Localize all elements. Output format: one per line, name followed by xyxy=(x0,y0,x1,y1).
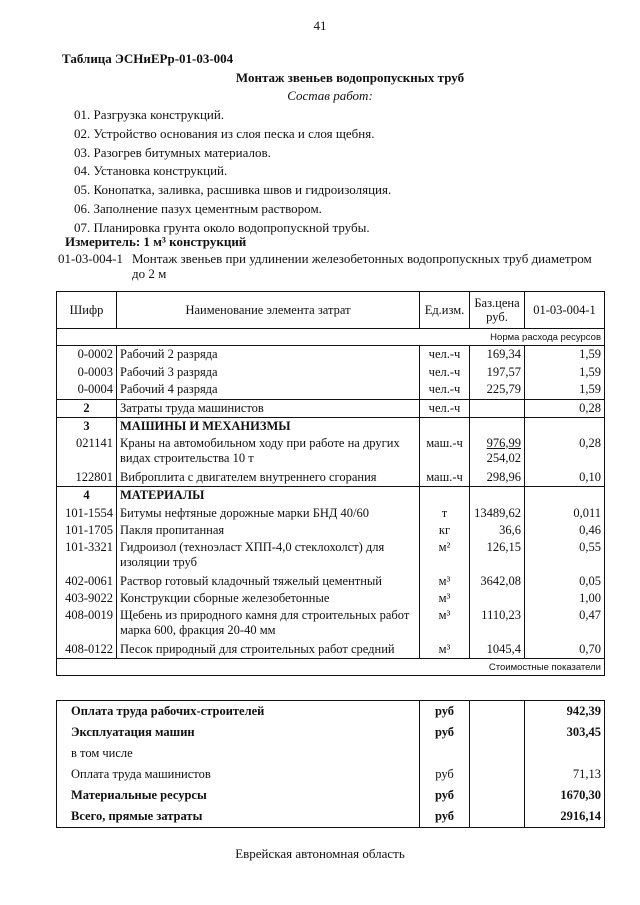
cell-price: 1110,23 xyxy=(470,608,525,641)
cell-price: 36,6 xyxy=(470,522,525,540)
cell-value: 0,28 xyxy=(525,399,605,418)
summary-row xyxy=(57,722,605,743)
header-name: Наименование элемента затрат xyxy=(117,292,420,329)
cell-unit: кг xyxy=(420,522,470,540)
header-item: 01-03-004-1 xyxy=(525,292,605,329)
cell-unit: м³ xyxy=(420,590,470,608)
work-item: 01. Разгрузка конструкций. xyxy=(74,107,225,122)
cell-code: 0-0003 xyxy=(57,364,117,382)
table-row xyxy=(57,608,605,641)
header-code: Шифр xyxy=(57,292,117,329)
cell-unit: м³ xyxy=(420,573,470,591)
work-item: 02. Устройство основания из слоя песка и слоя щебня. xyxy=(74,125,375,141)
cell-price-secondary: 254,02 xyxy=(486,451,521,465)
cell-name: Щебень из природного камня для строительных работ марка 600, фракция 20-40 мм xyxy=(117,608,420,641)
summary-name: Материальные ресурсы xyxy=(57,785,420,806)
cell-code: 4 xyxy=(57,487,117,505)
work-item: 07. Планировка грунта около водопропускной трубы. xyxy=(74,219,370,235)
table-row xyxy=(57,573,605,591)
cell-name: Песок природный для строительных работ средний xyxy=(117,641,420,659)
composition-title: Состав работ: xyxy=(287,88,373,103)
cost-indicators-row xyxy=(57,659,605,676)
cell-code: 0-0002 xyxy=(57,346,117,364)
cell-code: 408-0122 xyxy=(57,641,117,659)
cell-unit: м³ xyxy=(420,608,470,641)
cell-value: 1,59 xyxy=(525,346,605,364)
cell-unit: чел.-ч xyxy=(420,381,470,399)
cell-value: 0,011 xyxy=(525,505,605,523)
cell-price: 298,96 xyxy=(470,469,525,487)
work-item: 04. Установка конструкций. xyxy=(74,163,228,179)
cell-unit: маш.-ч xyxy=(420,469,470,487)
cell-price: 126,15 xyxy=(470,540,525,573)
cell-code: 101-1705 xyxy=(57,522,117,540)
cell-code: 101-1554 xyxy=(57,505,117,523)
cost-table xyxy=(56,291,605,676)
cell-name: Рабочий 4 разряда xyxy=(117,381,420,399)
cell-price: 976,99 xyxy=(486,435,521,450)
table-row xyxy=(57,381,605,399)
cell-price: 3642,08 xyxy=(470,573,525,591)
summary-row xyxy=(57,701,605,723)
cell-price: 169,34 xyxy=(470,346,525,364)
cell-price: 13489,62 xyxy=(470,505,525,523)
cell-value: 0,28 xyxy=(525,436,605,469)
measure-unit: Измеритель: 1 м³ конструкций xyxy=(65,234,247,249)
cell-code: 408-0019 xyxy=(57,608,117,641)
table-row xyxy=(57,522,605,540)
item-description: Монтаж звеньев при удлинении железобетонных водопропускных труб диаметром до 2 м xyxy=(132,251,592,281)
table-row xyxy=(57,590,605,608)
cell-code: 101-3321 xyxy=(57,540,117,573)
cell-name: Гидроизол (техноэласт ХПП-4,0 стеклохолст) для изоляции труб xyxy=(117,540,420,573)
summary-row xyxy=(57,743,605,764)
cell-code: 021141 xyxy=(57,436,117,469)
cell-value: 0,55 xyxy=(525,540,605,573)
cell-price: 225,79 xyxy=(470,381,525,399)
cell-value: 0,10 xyxy=(525,469,605,487)
work-item: 05. Конопатка, заливка, расшивка швов и гидроизоляция. xyxy=(74,182,392,198)
cell-code: 3 xyxy=(57,418,117,436)
summary-including: в том числе xyxy=(57,743,420,764)
cell-name: Пакля пропитанная xyxy=(117,522,420,540)
footer-region: Еврейская автономная область xyxy=(235,846,405,861)
section-heading: МАТЕРИАЛЫ xyxy=(117,487,420,505)
work-list xyxy=(74,106,391,238)
summary-row xyxy=(57,785,605,806)
section-row xyxy=(57,487,605,505)
page-number: 41 xyxy=(313,18,327,33)
table-row xyxy=(57,399,605,418)
cell-code: 402-0061 xyxy=(57,573,117,591)
cell-value: 0,47 xyxy=(525,608,605,641)
cell-unit: м³ xyxy=(420,641,470,659)
work-item: 03. Разогрев битумных материалов. xyxy=(74,144,271,160)
summary-value: 303,45 xyxy=(525,722,605,743)
cell-name: Конструкции сборные железобетонные xyxy=(117,590,420,608)
table-row xyxy=(57,436,605,469)
resource-norm-row xyxy=(57,329,605,346)
cost-indicators-label: Стоимостные показатели xyxy=(57,659,605,676)
item-code: 01-03-004-1 xyxy=(58,251,123,266)
summary-name: Эксплуатация машин xyxy=(57,722,420,743)
cell-name: Рабочий 2 разряда xyxy=(117,346,420,364)
summary-unit: руб xyxy=(420,701,470,723)
table-row xyxy=(57,469,605,487)
summary-table xyxy=(56,700,605,828)
cell-unit: маш.-ч xyxy=(420,436,470,469)
cell-name: Затраты труда машинистов xyxy=(117,399,420,418)
cell-code: 122801 xyxy=(57,469,117,487)
cell-name: Краны на автомобильном ходу при работе на других видах строительства 10 т xyxy=(117,436,420,469)
cell-name: Виброплита с двигателем внутреннего сгорания xyxy=(117,469,420,487)
table-row xyxy=(57,641,605,659)
cell-name: Раствор готовый кладочный тяжелый цементный xyxy=(117,573,420,591)
cell-value: 1,00 xyxy=(525,590,605,608)
table-row xyxy=(57,505,605,523)
table-header-row xyxy=(57,292,605,329)
cell-value: 1,59 xyxy=(525,364,605,382)
cell-unit: чел.-ч xyxy=(420,364,470,382)
summary-value: 71,13 xyxy=(525,764,605,785)
cell-unit: чел.-ч xyxy=(420,346,470,364)
summary-value: 2916,14 xyxy=(525,806,605,828)
table-row xyxy=(57,540,605,573)
section-title: Монтаж звеньев водопропускных труб xyxy=(235,70,465,85)
summary-unit: руб xyxy=(420,722,470,743)
table-row xyxy=(57,346,605,364)
summary-name: Всего, прямые затраты xyxy=(57,806,420,828)
summary-value: 1670,30 xyxy=(525,785,605,806)
cell-price xyxy=(470,590,525,608)
cell-value: 0,46 xyxy=(525,522,605,540)
header-price: Баз.цена руб. xyxy=(470,292,525,329)
summary-name: Оплата труда рабочих-строителей xyxy=(57,701,420,723)
summary-value: 942,39 xyxy=(525,701,605,723)
cell-name: Битумы нефтяные дорожные марки БНД 40/60 xyxy=(117,505,420,523)
section-row xyxy=(57,418,605,436)
work-item: 06. Заполнение пазух цементным раствором. xyxy=(74,200,322,216)
cell-name: Рабочий 3 разряда xyxy=(117,364,420,382)
summary-row xyxy=(57,764,605,785)
cell-code: 403-9022 xyxy=(57,590,117,608)
cell-value: 1,59 xyxy=(525,381,605,399)
cell-unit: чел.-ч xyxy=(420,399,470,418)
cell-value: 0,05 xyxy=(525,573,605,591)
cell-unit: т xyxy=(420,505,470,523)
summary-unit: руб xyxy=(420,785,470,806)
cell-code: 2 xyxy=(57,399,117,418)
cell-code: 0-0004 xyxy=(57,381,117,399)
section-heading: МАШИНЫ И МЕХАНИЗМЫ xyxy=(117,418,420,436)
summary-unit: руб xyxy=(420,806,470,828)
header-unit: Ед.изм. xyxy=(420,292,470,329)
summary-row xyxy=(57,806,605,828)
cell-unit: м² xyxy=(420,540,470,573)
summary-name: Оплата труда машинистов xyxy=(57,764,420,785)
resource-norm-label: Норма расхода ресурсов xyxy=(57,329,605,346)
table-row xyxy=(57,364,605,382)
cell-value: 0,70 xyxy=(525,641,605,659)
summary-unit: руб xyxy=(420,764,470,785)
cell-price: 1045,4 xyxy=(470,641,525,659)
table-code: Таблица ЭСНиЕРр-01-03-004 xyxy=(62,51,234,66)
cell-price: 197,57 xyxy=(470,364,525,382)
